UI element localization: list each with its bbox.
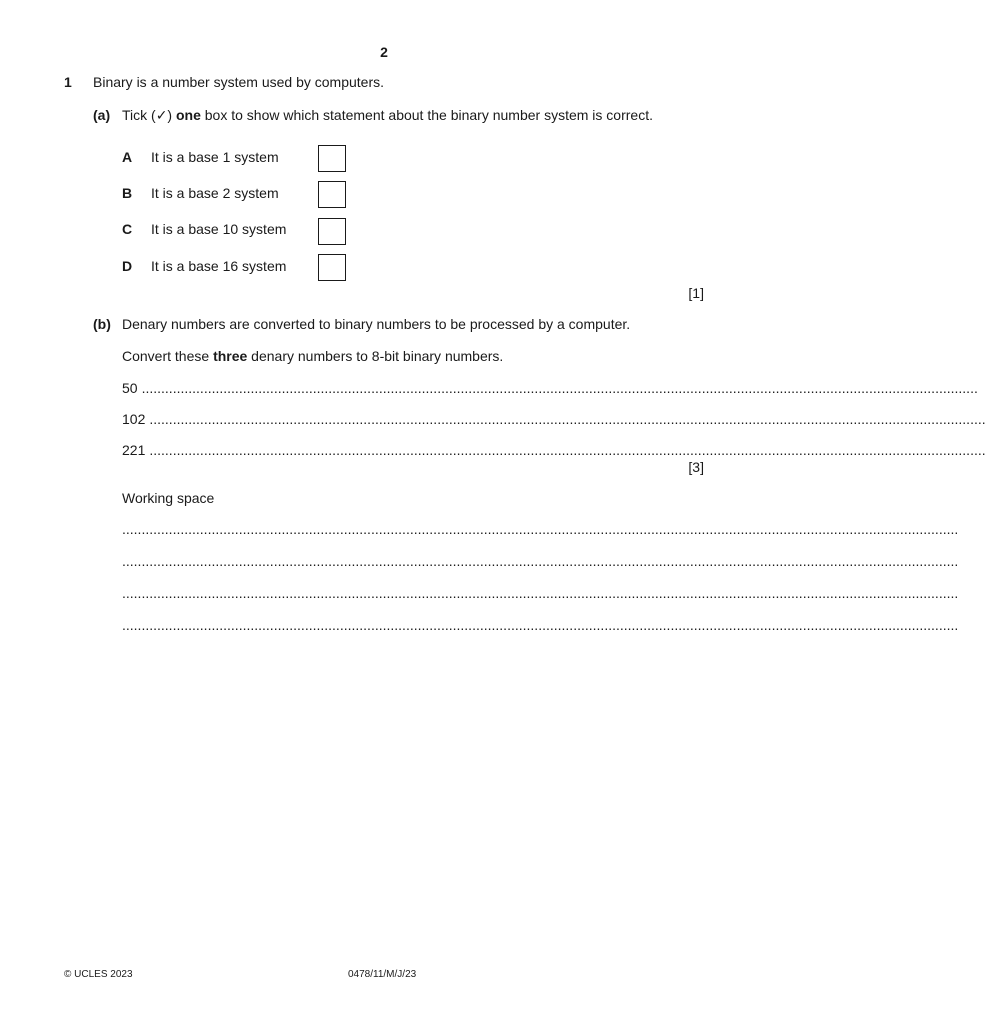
footer-paper-code: 0478/11/M/J/23 bbox=[348, 969, 417, 980]
working-dots: ....................................................................................................................................................................................................................... bbox=[122, 521, 959, 537]
working-space-label: Working space bbox=[122, 490, 215, 506]
part-a-label: (a) bbox=[93, 107, 111, 123]
footer-copyright: © UCLES 2023 bbox=[64, 969, 133, 980]
part-a-instruction-bold: one bbox=[175, 107, 201, 123]
answer-line-50[interactable] bbox=[122, 380, 978, 396]
answer-line-102[interactable] bbox=[122, 411, 986, 427]
option-a-text: It is a base 1 system bbox=[151, 149, 279, 165]
answer-dots: ....................................................................................................................................................................................................................... bbox=[141, 380, 978, 396]
answer-label-221: 221 bbox=[122, 442, 146, 458]
part-a-marks: [1] bbox=[688, 285, 704, 301]
part-b-instruction-bold: three bbox=[213, 348, 248, 364]
option-c-letter: C bbox=[122, 221, 133, 237]
part-a-instruction-prefix: Tick (✓) bbox=[122, 107, 176, 123]
option-d-tick-box[interactable] bbox=[318, 254, 346, 281]
answer-dots: ....................................................................................................................................................................................................................... bbox=[149, 411, 986, 427]
answer-label-102: 102 bbox=[122, 411, 146, 427]
option-b-text: It is a base 2 system bbox=[151, 185, 279, 201]
option-a-tick-box[interactable] bbox=[318, 145, 346, 172]
answer-label-50: 50 bbox=[122, 380, 138, 396]
working-line[interactable] bbox=[122, 553, 959, 569]
part-b-intro: Denary numbers are converted to binary numbers to be processed by a computer. bbox=[122, 316, 631, 332]
working-dots: ....................................................................................................................................................................................................................... bbox=[122, 585, 959, 601]
option-c-tick-box[interactable] bbox=[318, 218, 346, 245]
working-line[interactable] bbox=[122, 617, 959, 633]
working-dots: ....................................................................................................................................................................................................................... bbox=[122, 617, 959, 633]
option-d-text: It is a base 16 system bbox=[151, 258, 287, 274]
question-number: 1 bbox=[64, 74, 72, 90]
part-b-instruction-suffix: denary numbers to 8-bit binary numbers. bbox=[247, 348, 504, 364]
part-a-instruction-suffix: box to show which statement about the binary number system is correct. bbox=[200, 107, 653, 123]
option-b-tick-box[interactable] bbox=[318, 181, 346, 208]
working-line[interactable] bbox=[122, 585, 959, 601]
question-stem: Binary is a number system used by computers. bbox=[93, 74, 385, 90]
part-b-instruction bbox=[122, 348, 503, 364]
option-c-text: It is a base 10 system bbox=[151, 221, 287, 237]
part-b-instruction-prefix: Convert these bbox=[122, 348, 214, 364]
working-line[interactable] bbox=[122, 521, 959, 537]
part-b-marks: [3] bbox=[688, 459, 704, 475]
page-number: 2 bbox=[380, 44, 388, 60]
answer-line-221[interactable] bbox=[122, 442, 986, 458]
option-b-letter: B bbox=[122, 185, 133, 201]
option-a-letter: A bbox=[122, 149, 133, 165]
part-a-instruction bbox=[122, 107, 653, 124]
answer-dots: ....................................................................................................................................................................................................................... bbox=[149, 442, 986, 458]
working-dots: ....................................................................................................................................................................................................................... bbox=[122, 553, 959, 569]
part-b-label: (b) bbox=[93, 316, 111, 332]
option-d-letter: D bbox=[122, 258, 133, 274]
